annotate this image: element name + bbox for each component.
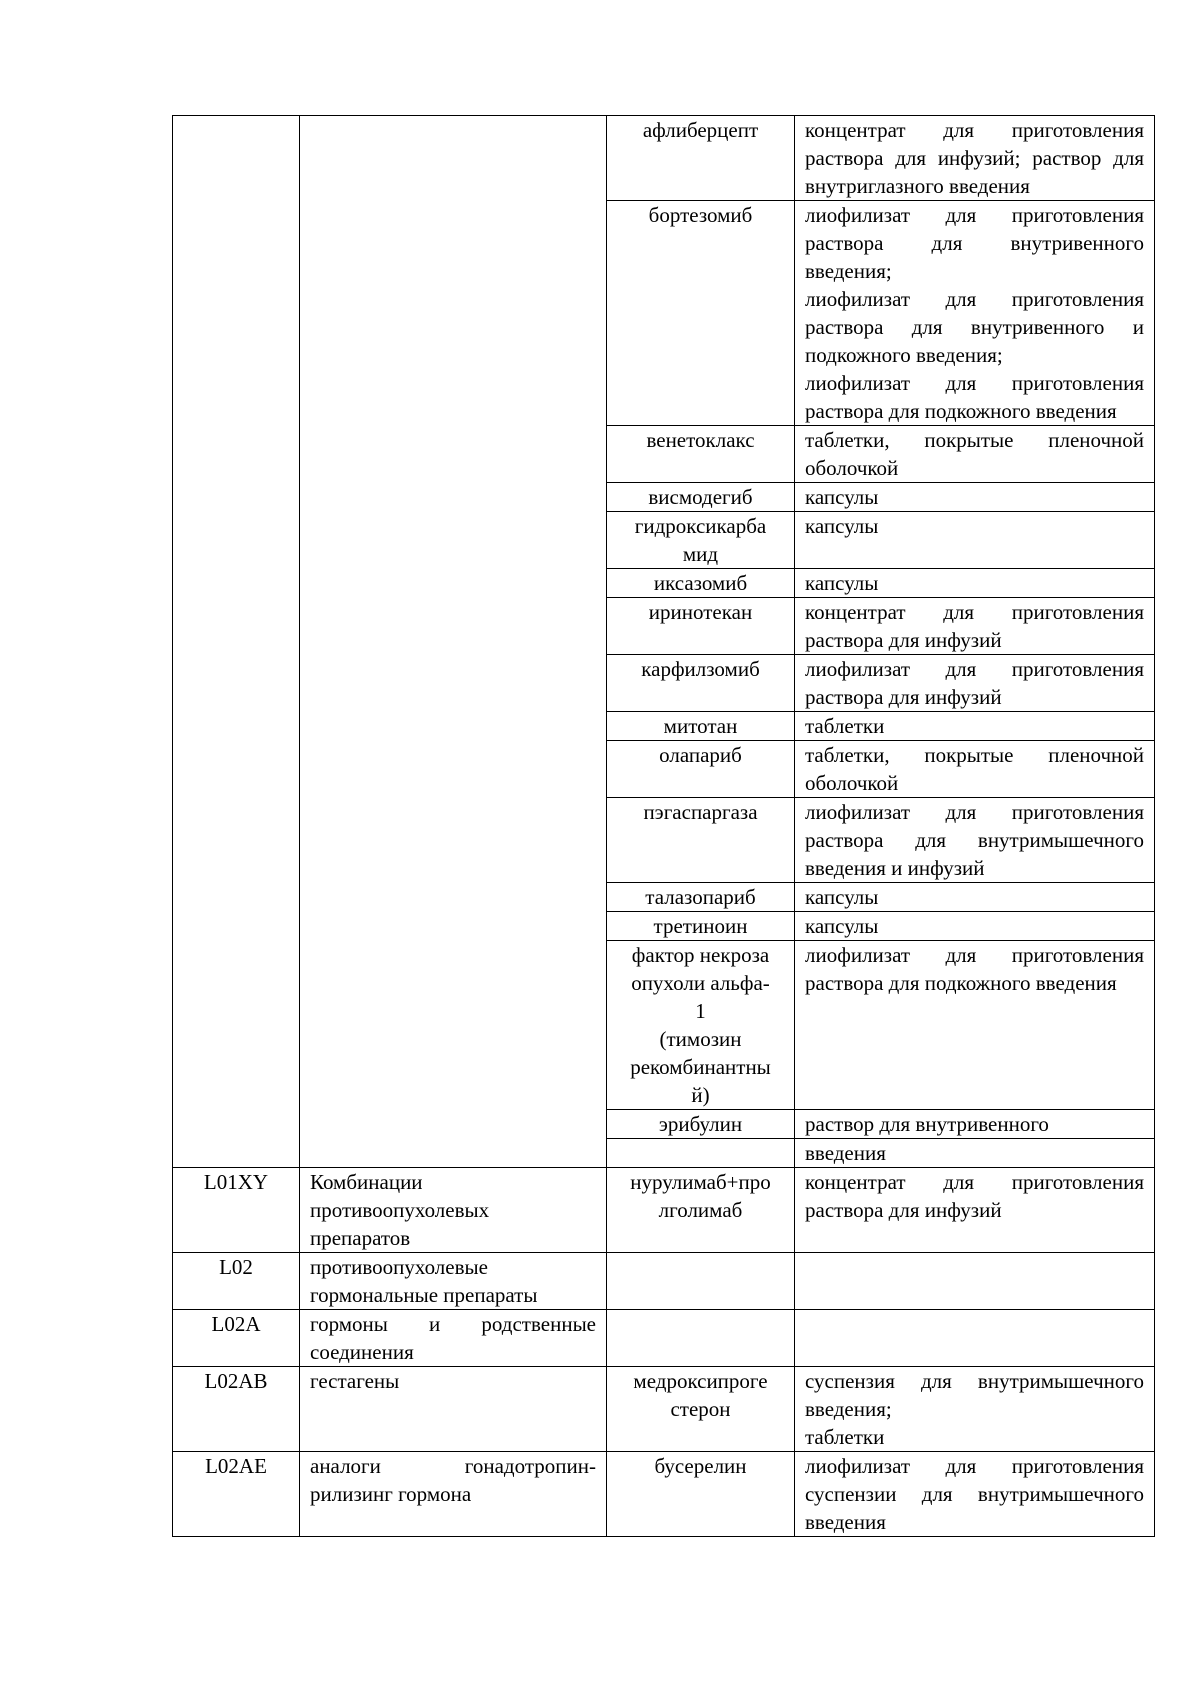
inn-line: нурулимаб+про — [630, 1170, 771, 1194]
dosage-form-cell: капсулы — [795, 512, 1155, 569]
inn-cell: иксазомиб — [607, 569, 795, 598]
inn-line: рекомбинантны — [630, 1055, 771, 1079]
inn-cell: талазопариб — [607, 883, 795, 912]
group-name-cell: гестагены — [300, 1367, 607, 1452]
inn-cell: бусерелин — [607, 1452, 795, 1537]
dosage-form-cell: капсулы — [795, 483, 1155, 512]
inn-line: лголимаб — [658, 1198, 743, 1222]
inn-line: й) — [691, 1083, 710, 1107]
group-name-cell: противоопухолевые гормональные препараты — [300, 1253, 607, 1310]
dosage-form-cell: таблетки, покрытые пленочной оболочкой — [795, 426, 1155, 483]
inn-cell: митотан — [607, 712, 795, 741]
dosage-form-line: суспензия для внутримышечного введения; — [805, 1369, 1144, 1421]
inn-cell — [607, 1139, 795, 1168]
inn-line: мид — [682, 542, 719, 566]
inn-cell: бортезомиб — [607, 201, 795, 426]
inn-cell — [607, 941, 795, 1110]
dosage-form-cell — [795, 201, 1155, 426]
inn-cell — [607, 512, 795, 569]
inn-line: (тимозин — [659, 1027, 742, 1051]
inn-line: гидроксикарба — [634, 514, 767, 538]
inn-cell: пэгаспаргаза — [607, 798, 795, 883]
dosage-form-cell: лиофилизат для приготовления суспензии для внутримышечного введения — [795, 1452, 1155, 1537]
inn-cell — [607, 1310, 795, 1367]
dosage-form-cell — [795, 1367, 1155, 1452]
dosage-form-cell: капсулы — [795, 912, 1155, 941]
group-name-cell: гормоны и родственные соединения — [300, 1310, 607, 1367]
inn-cell — [607, 1367, 795, 1452]
inn-cell: иринотекан — [607, 598, 795, 655]
inn-cell: карфилзомиб — [607, 655, 795, 712]
dosage-form-cell: лиофилизат для приготовления раствора для внутримышечного введения и инфузий — [795, 798, 1155, 883]
dosage-form-cell: капсулы — [795, 883, 1155, 912]
group-name-cell — [300, 116, 607, 1168]
dosage-form-cell — [795, 1310, 1155, 1367]
dosage-form-cell: раствор для внутривенного — [795, 1110, 1155, 1139]
dosage-form-cell: концентрат для приготовления раствора для инфузий; раствор для внутриглазного введения — [795, 116, 1155, 201]
inn-cell: афлиберцепт — [607, 116, 795, 201]
inn-cell: висмодегиб — [607, 483, 795, 512]
dosage-form-cell: лиофилизат для приготовления раствора для инфузий — [795, 655, 1155, 712]
atc-code-cell — [173, 116, 300, 1168]
atc-code-cell: L02 — [173, 1253, 300, 1310]
inn-cell: третиноин — [607, 912, 795, 941]
dosage-form-line: лиофилизат для приготовления раствора для подкожного введения — [805, 371, 1144, 423]
dosage-form-cell: лиофилизат для приготовления раствора для подкожного введения — [795, 941, 1155, 1110]
atc-code-cell: L02AE — [173, 1452, 300, 1537]
table-row — [173, 1367, 1155, 1452]
table-row — [173, 1168, 1155, 1253]
inn-line: 1 — [695, 999, 706, 1023]
table-row — [173, 1253, 1155, 1310]
table-row — [173, 1452, 1155, 1537]
atc-code-cell: L01XY — [173, 1168, 300, 1253]
group-name-cell: Комбинации противоопухолевых препаратов — [300, 1168, 607, 1253]
inn-line: медроксипроге — [633, 1369, 768, 1393]
inn-cell — [607, 1168, 795, 1253]
dosage-form-cell — [795, 1253, 1155, 1310]
inn-cell — [607, 1253, 795, 1310]
dosage-form-cell: таблетки, покрытые пленочной оболочкой — [795, 741, 1155, 798]
dosage-form-line: лиофилизат для приготовления раствора для внутривенного введения; — [805, 203, 1144, 283]
dosage-form-cell: введения — [795, 1139, 1155, 1168]
dosage-form-cell: концентрат для приготовления раствора для инфузий — [795, 1168, 1155, 1253]
dosage-form-cell: капсулы — [795, 569, 1155, 598]
dosage-form-line: таблетки — [805, 1425, 885, 1449]
group-name-cell: аналоги гонадотропин-рилизинг гормона — [300, 1452, 607, 1537]
dosage-form-line: лиофилизат для приготовления раствора для внутривенного и подкожного введения; — [805, 287, 1144, 367]
table-row — [173, 1310, 1155, 1367]
inn-cell: олапариб — [607, 741, 795, 798]
table-row — [173, 116, 1155, 201]
inn-cell: эрибулин — [607, 1110, 795, 1139]
inn-line: фактор некроза — [631, 943, 770, 967]
dosage-form-cell: концентрат для приготовления раствора для инфузий — [795, 598, 1155, 655]
inn-line: опухоли альфа- — [631, 971, 770, 995]
drug-list-table — [172, 115, 1155, 1537]
dosage-form-cell: таблетки — [795, 712, 1155, 741]
inn-cell: венетоклакс — [607, 426, 795, 483]
atc-code-cell: L02A — [173, 1310, 300, 1367]
inn-line: стерон — [670, 1397, 731, 1421]
atc-code-cell: L02AB — [173, 1367, 300, 1452]
